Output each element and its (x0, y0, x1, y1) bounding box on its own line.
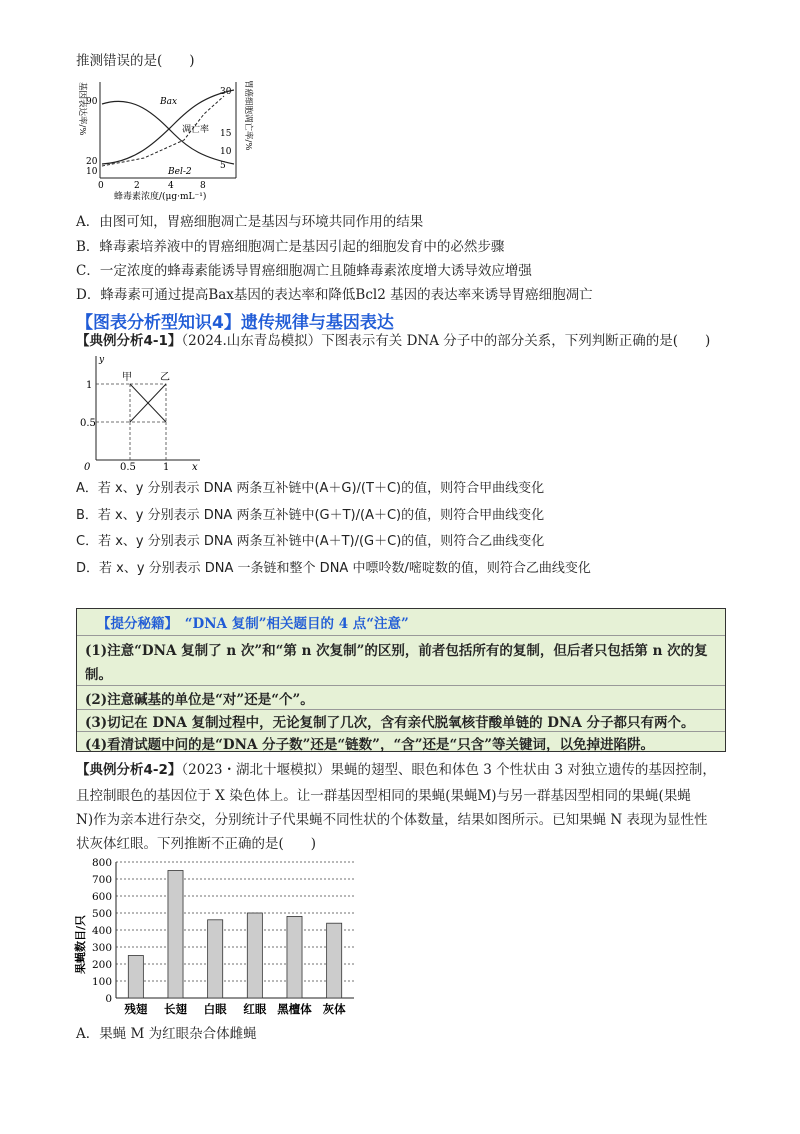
x-tick-label: 白眼 (203, 1002, 227, 1016)
y-tick-label: 200 (91, 959, 112, 971)
right-tick: 30 (220, 87, 232, 97)
bar (247, 913, 262, 998)
left-tick: 90 (86, 97, 98, 107)
tips-title: 【提分秘籍】 “DNA 复制”相关题目的 4 点“注意” (97, 616, 409, 632)
x-tick-label: 长翅 (164, 1002, 187, 1016)
option-d: D．若 x、y 分别表示 DNA 一条链和整个 DNA 中嘌呤数/嘧啶数的值，则符合乙曲线变化 (76, 561, 591, 576)
example-stem: N)作为亲本进行杂交，分别统计子代果蝇不同性状的个体数量，结果如图所示。已知果蝇 N 表现为显性性 (76, 812, 708, 828)
y-tick-label: 500 (91, 908, 112, 920)
option-d: D．蜂毒素可通过提高Bax基因的表达率和降低Bcl2 基因的表达率来诱导胃癌细胞凋亡 (76, 287, 593, 303)
left-axis-label: 基因表达率/% (77, 82, 87, 136)
example-stem: （2024.山东青岛模拟）下图表示有关 DNA 分子中的部分关系，下列判断正确的是( ) (181, 333, 711, 349)
gene-expression-chart (74, 74, 254, 202)
curve-label-bcl2: Bel-2 (168, 167, 192, 177)
fruit-fly-bar-chart (72, 854, 362, 1020)
x-tick: 8 (200, 181, 206, 191)
x-tick: x (192, 462, 198, 472)
x-tick: 1 (163, 462, 170, 472)
option-a: A．若 x、y 分别表示 DNA 两条互补链中(A＋G)/(T＋C)的值，则符合甲曲线变化 (76, 481, 545, 496)
bar (287, 916, 302, 998)
x-tick: 2 (134, 181, 140, 191)
tips-box (76, 608, 726, 752)
tip-line: (1)注意“DNA 复制了 n 次”和“第 n 次复制”的区别，前者包括所有的复制，但后者只包括第 n 次的复 (85, 643, 708, 659)
right-tick: 10 (220, 147, 232, 157)
bar (128, 956, 143, 999)
left-tick: 10 (86, 167, 98, 177)
curve-label-bax: Bax (160, 97, 178, 107)
example-stem: 且控制眼色的基因位于 X 染色体上。让一群基因型相同的果蝇(果蝇M)与另一群基因型相同的果蝇(果蝇 (76, 788, 691, 804)
bar (208, 920, 223, 998)
curve-label-apoptosis: 凋亡率 (182, 125, 210, 135)
example-4-1-line (76, 331, 710, 351)
option-c: C．若 x、y 分别表示 DNA 两条互补链中(A＋T)/(G＋C)的值，则符合乙曲线变化 (76, 534, 545, 549)
left-tick: 20 (86, 157, 98, 167)
right-tick: 15 (220, 129, 232, 139)
example-stem: 状灰体红眼。下列推断不正确的是( ) (76, 836, 317, 852)
x-tick: 4 (168, 181, 174, 191)
question-stem-tail: 推测错误的是( ) (76, 53, 195, 69)
bax-curve (102, 101, 234, 164)
label-yi: 乙 (160, 372, 170, 383)
y-tick-label: 0 (105, 993, 112, 1005)
example-tag: 【典例分析4-2】 (76, 762, 182, 778)
y-axis-label: y (99, 355, 105, 365)
x-tick-label: 红眼 (243, 1002, 267, 1016)
tip-line: (4)看清试题中问的是“DNA 分子数”还是“链数”，“含”还是“只含”等关键词，以免掉进陷阱。 (85, 737, 655, 753)
option-a: A．果蝇 M 为红眼杂合体雌蝇 (76, 1026, 257, 1042)
x-tick: 0 (84, 462, 91, 472)
x-axis-label: 蜂毒素浓度/(μg·mL⁻¹) (114, 192, 207, 202)
x-tick: 0 (98, 181, 104, 191)
right-axis-label: 胃癌细胞凋亡率/% (243, 80, 253, 151)
x-tick-label: 残翅 (124, 1002, 148, 1016)
x-tick: 0.5 (120, 462, 136, 472)
y-tick-label: 100 (91, 976, 112, 988)
tip-line: (2)注意碱基的单位是“对”还是“个”。 (85, 692, 314, 708)
bar (168, 871, 183, 999)
tip-line: (3)切记在 DNA 复制过程中，无论复制了几次，含有亲代脱氧核苷酸单链的 DNA 分子都只有两个。 (85, 715, 695, 731)
y-tick-label: 400 (91, 925, 112, 937)
y-tick-label: 800 (91, 857, 112, 869)
example-stem: （2023・湖北十堰模拟）果蝇的翅型、眼色和体色 3 个性状由 3 对独立遗传的基因控制， (181, 762, 716, 778)
example-tag: 【典例分析4-1】 (76, 333, 182, 349)
y-tick: 0.5 (80, 418, 96, 429)
right-tick: 5 (220, 161, 226, 171)
y-axis-label: 果蝇数目/只 (74, 914, 87, 974)
x-tick-label: 灰体 (322, 1002, 346, 1016)
option-c: C．一定浓度的蜂毒素能诱导胃癌细胞凋亡且随蜂毒素浓度增大诱导效应增强 (76, 263, 532, 279)
option-b: B．蜂毒素培养液中的胃癌细胞凋亡是基因引起的细胞发育中的必然步骤 (76, 239, 505, 255)
tip-line: 制。 (85, 667, 112, 683)
x-tick-label: 黑檀体 (277, 1002, 312, 1016)
option-b: B．若 x、y 分别表示 DNA 两条互补链中(G＋T)/(A＋C)的值，则符合甲曲线变化 (76, 508, 545, 523)
dna-ratio-chart (80, 352, 210, 472)
option-a: A．由图可知，胃癌细胞凋亡是基因与环境共同作用的结果 (76, 214, 424, 230)
y-tick: 1 (86, 380, 93, 391)
example-4-2-line (76, 760, 716, 780)
y-tick-label: 300 (91, 942, 112, 954)
y-tick-label: 600 (91, 891, 112, 903)
label-jia: 甲 (122, 372, 132, 383)
y-tick-label: 700 (91, 874, 112, 886)
section-heading: 【图表分析型知识4】遗传规律与基因表达 (76, 313, 394, 333)
bar (327, 923, 342, 998)
